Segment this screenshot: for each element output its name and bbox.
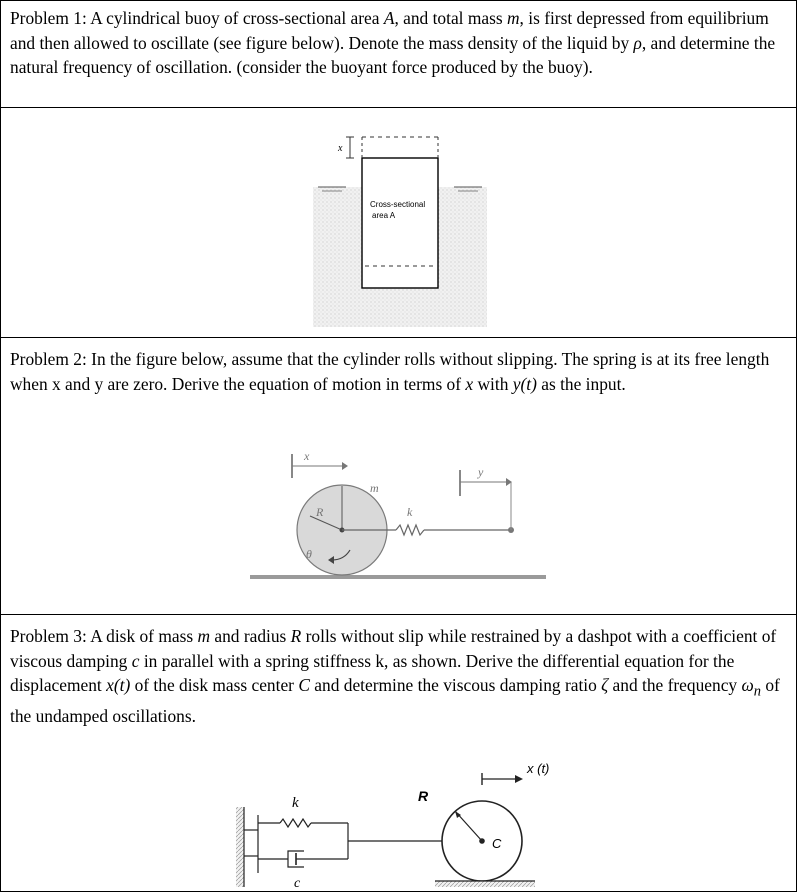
rolling-cylinder-figure: [248, 440, 548, 590]
theta-label: θ: [306, 547, 312, 561]
x-label: x: [338, 143, 343, 154]
buoy-cylinder: [362, 158, 438, 288]
c-label: c: [294, 876, 301, 889]
area-label-line1: Cross-sectional: [370, 200, 426, 209]
x-label: x: [304, 449, 310, 463]
divider-2: [0, 337, 797, 338]
x-t-label: x (t): [527, 761, 550, 776]
problem-2-text: Problem 2: In the figure below, assume that the cylinder rolls without slipping. The spring is at its free length when x and y are zero. Derive the equation of motion in terms of x with y(t) as the input.: [10, 349, 770, 394]
disk-dashpot-figure: [230, 755, 580, 889]
y-label: y: [478, 465, 484, 479]
k-label: k: [292, 795, 299, 811]
m-label: m: [370, 481, 379, 495]
spring-k: [280, 819, 311, 827]
problem-3-text: Problem 3: A disk of mass m and radius R rolls without slip while restrained by a dashpot with a coefficient of viscous damping c in parallel with a spring stiffness k, as shown. Derive the differential equation for the displacement x(t) of the disk mass center C and determine the viscous damping ratio ζ and the frequency $\omega_n$ of the undamped oscillations.: [10, 626, 780, 726]
R-label: R: [418, 788, 429, 804]
divider-3: [0, 614, 797, 615]
wall: [236, 807, 244, 887]
R-label: R: [316, 505, 324, 519]
problem-1-text: Problem 1: A cylindrical buoy of cross-sectional area A, and total mass m, is first depressed from equilibrium and then allowed to oscillate (see figure below). Denote the mass density of the liquid by ρ, and determine the natural frequency of oscillation. (consider the buoyant force produced by the buoy).: [10, 8, 776, 77]
area-label-line2: area A: [372, 211, 396, 220]
ground: [250, 575, 546, 579]
mass-center-C: [479, 838, 485, 844]
divider-1: [0, 107, 797, 108]
floor: [435, 881, 535, 887]
buoy-figure: [310, 125, 490, 330]
C-label: C: [492, 836, 502, 851]
spring: [396, 525, 424, 535]
k-label: k: [407, 505, 413, 519]
